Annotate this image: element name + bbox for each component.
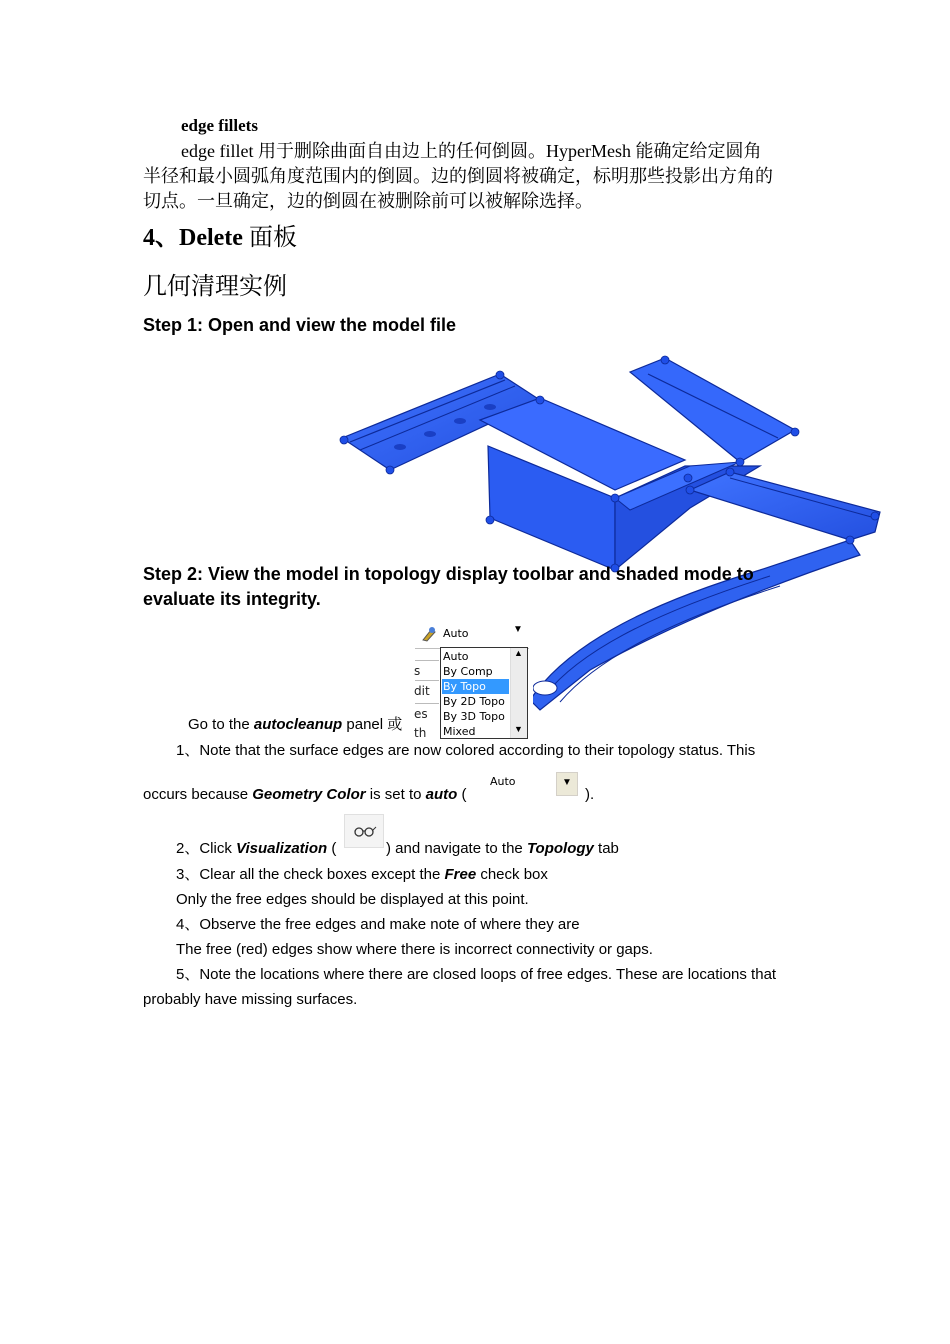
goto-panel-name: autocleanup bbox=[253, 716, 343, 733]
note-1-line-2 bbox=[143, 782, 466, 807]
note-2-post-block bbox=[386, 836, 619, 861]
dropdown-value: Auto bbox=[443, 627, 469, 640]
note-3 bbox=[176, 862, 548, 887]
dropdown-scrollbar[interactable] bbox=[510, 648, 527, 738]
side-label: es bbox=[414, 707, 428, 721]
note-2-open: ( bbox=[327, 840, 337, 857]
note-3-post: check box bbox=[476, 866, 548, 883]
model-top-right bbox=[630, 358, 795, 462]
dropdown-option-by-comp[interactable]: By Comp bbox=[443, 665, 493, 678]
model-right-rail bbox=[690, 472, 880, 540]
goto-post: panel 或 bbox=[342, 716, 403, 733]
note-1-open: ( bbox=[457, 786, 467, 803]
scroll-up-icon[interactable]: ▲ bbox=[514, 648, 523, 658]
color-palette-icon bbox=[421, 626, 437, 642]
note-2-visualization: Visualization bbox=[236, 840, 328, 857]
note-5-line-1: 5、Note the locations where there are closed loops of free edges. These are locations that bbox=[176, 966, 777, 983]
note-2-tail: tab bbox=[593, 840, 619, 857]
note-3-pre: 3、Clear all the check boxes except the bbox=[176, 866, 445, 883]
note-1-pre: occurs because bbox=[143, 786, 253, 803]
note-2-topology: Topology bbox=[526, 840, 594, 857]
glasses-icon bbox=[344, 814, 384, 848]
auto-icon-label: Auto bbox=[490, 775, 516, 788]
note-3b: Only the free edges should be displayed at this point. bbox=[176, 891, 529, 908]
heading-delete-panel bbox=[143, 217, 297, 252]
step-2-heading-line-2: evaluate its integrity. bbox=[143, 589, 321, 609]
step-1-heading: Step 1: Open and view the model file bbox=[143, 315, 457, 335]
paragraph-line-3: 切点。一旦确定，边的倒圆在被删除前可以被解除选择。 bbox=[143, 191, 593, 211]
note-4: 4、Observe the free edges and make note of where they are bbox=[176, 916, 580, 933]
side-label: th bbox=[414, 726, 427, 740]
goto-line bbox=[188, 712, 402, 737]
side-label: dit bbox=[414, 684, 430, 698]
goto-pre: Go to the bbox=[188, 716, 254, 733]
note-2-pre-block bbox=[176, 836, 336, 861]
dropdown-option-by-2d-topo[interactable]: By 2D Topo bbox=[443, 695, 505, 708]
heading-example: 几何清理实例 bbox=[143, 274, 287, 300]
note-2-post: ) and navigate to the bbox=[386, 840, 527, 857]
note-1-auto: auto bbox=[425, 786, 458, 803]
dropdown-option-by-3d-topo[interactable]: By 3D Topo bbox=[443, 710, 505, 723]
heading-delete-suffix: 面板 bbox=[242, 225, 297, 251]
heading-delete-num: 4、Delete bbox=[143, 225, 243, 251]
note-2-pre: 2、Click bbox=[176, 840, 237, 857]
note-3-free: Free bbox=[444, 866, 477, 883]
section-heading: edge fillets bbox=[181, 116, 258, 135]
geometry-color-dropdown-screenshot bbox=[413, 614, 533, 740]
note-4b: The free (red) edges show where there is incorrect connectivity or gaps. bbox=[176, 941, 653, 958]
dropdown-arrow-icon[interactable]: ▼ bbox=[513, 624, 523, 635]
paragraph-line-2: 半径和最小圆弧角度范围内的倒圆。边的倒圆将被确定，标明那些投影出方角的 bbox=[143, 166, 773, 186]
note-1-geometry-color: Geometry Color bbox=[252, 786, 366, 803]
dropdown-options-list bbox=[440, 647, 528, 739]
note-1-mid: is set to bbox=[365, 786, 426, 803]
dropdown-option-auto[interactable]: Auto bbox=[443, 650, 469, 663]
side-label: s bbox=[414, 664, 421, 678]
dropdown-arrow-icon: ▼ bbox=[556, 772, 578, 796]
note-1-close: ). bbox=[585, 786, 595, 803]
scroll-down-icon[interactable]: ▼ bbox=[514, 724, 523, 734]
note-1-line-1: 1、Note that the surface edges are now colored according to their topology status. This bbox=[176, 742, 756, 759]
paragraph-line-1: edge fillet 用于删除曲面自由边上的任何倒圆。HyperMesh 能确定给定圆角 bbox=[181, 141, 762, 161]
dropdown-option-mixed[interactable]: Mixed bbox=[443, 725, 476, 738]
note-5-line-2: probably have missing surfaces. bbox=[143, 991, 358, 1008]
dropdown-option-by-topo[interactable]: By Topo bbox=[442, 679, 509, 694]
step-2-heading-line-1: Step 2: View the model in topology display toolbar and shaded mode to bbox=[143, 564, 754, 584]
geometry-color-select[interactable] bbox=[415, 622, 529, 649]
